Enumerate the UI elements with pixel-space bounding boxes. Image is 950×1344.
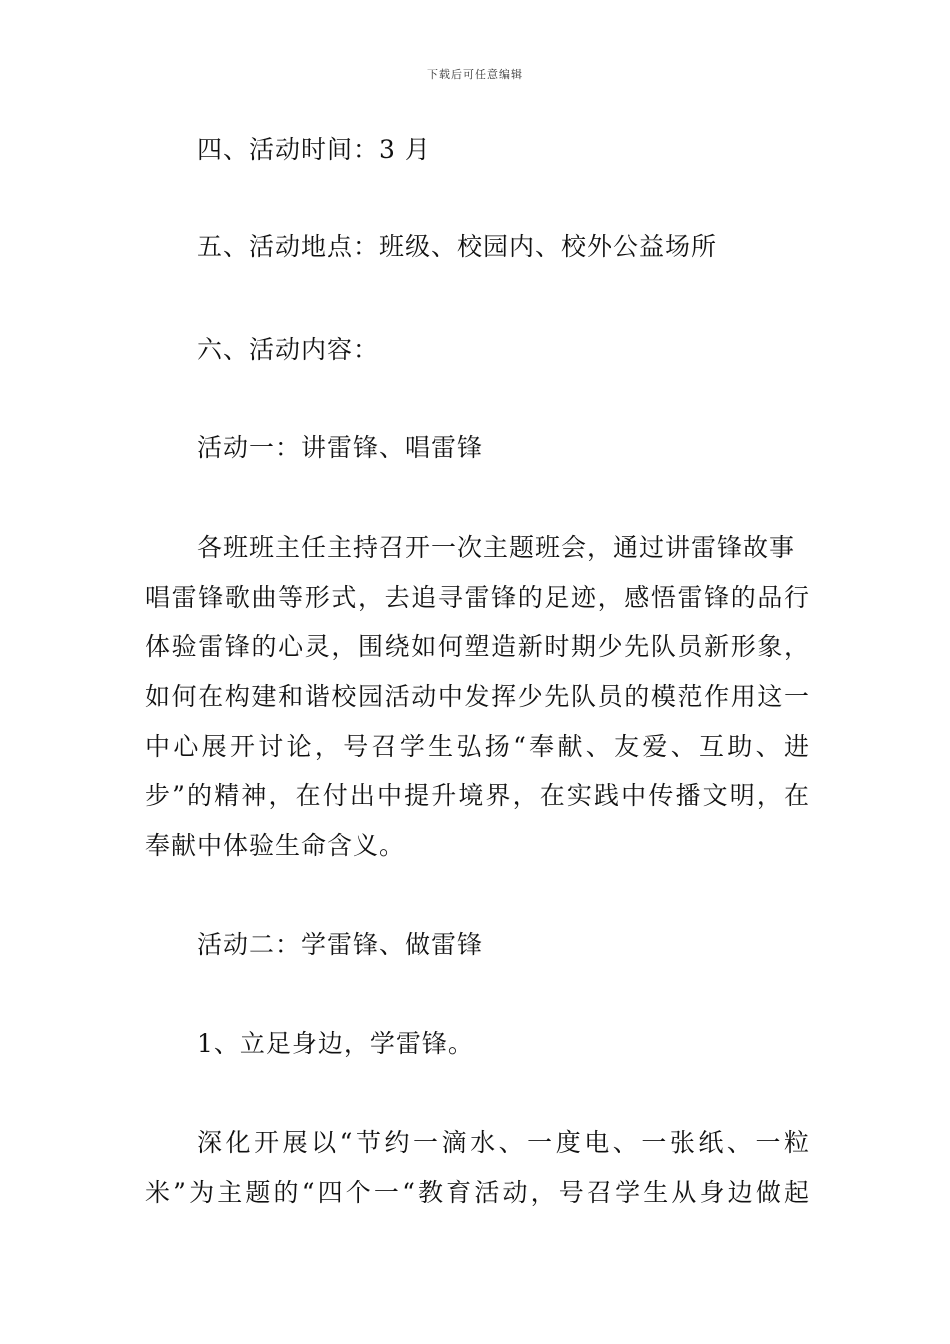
activity2-subitem1: 1、立足身边，学雷锋。 xyxy=(197,1029,474,1058)
section-content-heading: 六、活动内容： xyxy=(197,335,380,364)
activity2-title: 活动二：学雷锋、做雷锋 xyxy=(197,930,484,959)
paragraph-line: 步”的精神，在付出中提升境界，在实践中传播文明，在 xyxy=(145,781,810,810)
paragraph-line: 体验雷锋的心灵，围绕如何塑造新时期少先队员新形象， xyxy=(145,632,810,661)
paragraph-line: 中心展开讨论，号召学生弘扬“奉献、友爱、互助、进 xyxy=(145,732,810,761)
section-time: 四、活动时间：3 月 xyxy=(197,135,431,164)
header-note: 下载后可任意编辑 xyxy=(427,68,523,81)
activity1-title: 活动一：讲雷锋、唱雷锋 xyxy=(197,433,484,462)
paragraph-line: 唱雷锋歌曲等形式，去追寻雷锋的足迹，感悟雷锋的品行 xyxy=(145,583,810,612)
section-location: 五、活动地点：班级、校园内、校外公益场所 xyxy=(197,232,718,261)
paragraph-line: 奉献中体验生命含义。 xyxy=(145,831,406,860)
paragraph-line: 深化开展以“节约一滴水、一度电、一张纸、一粒 xyxy=(197,1128,810,1157)
paragraph-line: 各班班主任主持召开一次主题班会，通过讲雷锋故事 xyxy=(197,533,796,562)
paragraph-line: 米”为主题的“四个一“教育活动，号召学生从身边做起 xyxy=(145,1178,810,1207)
paragraph-line: 如何在构建和谐校园活动中发挥少先队员的模范作用这一 xyxy=(145,682,810,711)
